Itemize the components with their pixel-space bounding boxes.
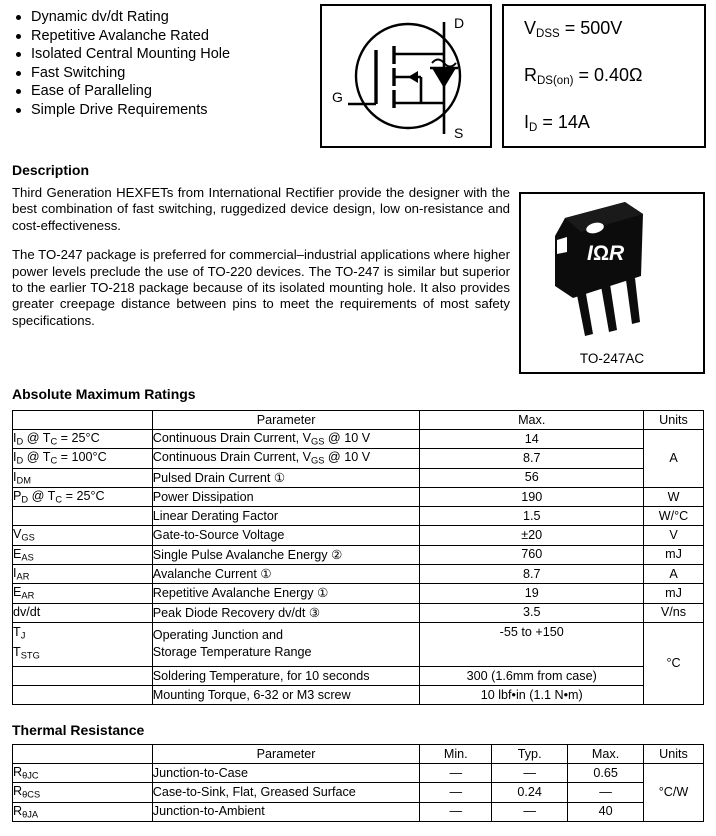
table-row (13, 603, 704, 622)
to247-package-image (521, 194, 703, 346)
feature-item: Repetitive Avalanche Rated (14, 27, 316, 46)
row-value: 10 lbf•in (1.1 N•m) (420, 686, 644, 705)
row-parameter: Repetitive Avalanche Energy ① (152, 584, 420, 603)
feature-item: Isolated Central Mounting Hole (14, 45, 316, 64)
table-row (13, 783, 704, 802)
table-row (13, 468, 704, 487)
row-symbol: dv/dt (13, 603, 153, 622)
row-typ: — (492, 802, 568, 821)
row-units: A (644, 430, 704, 488)
col-max: Max. (568, 745, 644, 764)
col-parameter: Parameter (152, 411, 420, 430)
row-max: 8.7 (420, 564, 644, 583)
col-max: Max. (420, 411, 644, 430)
row-symbol (13, 686, 153, 705)
table-row-soldering (13, 667, 704, 686)
id-value: = 14A (542, 111, 590, 132)
row-parameter: Continuous Drain Current, $V_{GS}$ @ 10 V (152, 449, 420, 468)
description-paragraph-1: Third Generation HEXFETs from International Rectifier provide the designer with the best combination of fast switching, ruggedized device design, low on-resistance and cost-effectiveness. (12, 185, 510, 233)
row-parameter: Soldering Temperature, for 10 seconds (152, 667, 420, 686)
features-list (0, 4, 316, 120)
table-row (13, 430, 704, 449)
row-units: mJ (644, 545, 704, 564)
thermal-resistance-heading: Thermal Resistance (12, 722, 145, 738)
row-parameter: Case-to-Sink, Flat, Greased Surface (152, 783, 420, 802)
row-symbol: $I_{DM}$ (13, 468, 153, 487)
source-label: S (454, 125, 464, 141)
row-symbol: $I_D$ @ $T_C = 100^\circ C$ (13, 449, 153, 468)
row-symbol: $R_{\theta JC}$ (13, 764, 153, 783)
row-max: 0.65 (568, 764, 644, 783)
row-max: 3.5 (420, 603, 644, 622)
row-units: V/ns (644, 603, 704, 622)
absolute-maximum-ratings-table (12, 410, 704, 705)
row-max: 40 (568, 802, 644, 821)
package-caption: TO-247AC (579, 351, 645, 366)
header-row (0, 0, 716, 148)
row-units: mJ (644, 584, 704, 603)
row-parameter: Junction-to-Ambient (152, 802, 420, 821)
ir-logo: IΩR (587, 242, 625, 265)
absolute-maximum-ratings-heading: Absolute Maximum Ratings (12, 386, 196, 402)
row-max: 1.5 (420, 507, 644, 526)
row-max: 190 (420, 487, 644, 506)
row-parameter: Operating Junction and Storage Temperature Range (152, 622, 420, 667)
vdss-spec (524, 18, 704, 44)
row-parameter: Gate-to-Source Voltage (152, 526, 420, 545)
col-typ: Typ. (492, 745, 568, 764)
table-row (13, 449, 704, 468)
col-symbol (13, 411, 153, 430)
table-row-mounting (13, 686, 704, 705)
row-symbol: $R_{\theta JA}$ (13, 802, 153, 821)
description-paragraph-2: The TO-247 package is preferred for commercial–industrial applications where higher power levels preclude the use of TO-220 devices. The TO-247 is similar but superior to the earlier TO-218 package because of its isolated mounting hole. It also provides greater creepage distance between pins to meet the requirements of most safety specifications. (12, 247, 510, 328)
vdss-subscript: DSS (536, 27, 560, 40)
row-symbol: $I_{AR}$ (13, 564, 153, 583)
col-units: Units (644, 745, 704, 764)
id-symbol: I (524, 111, 530, 132)
row-max: — (568, 783, 644, 802)
row-parameter: Power Dissipation (152, 487, 420, 506)
key-ratings-box (502, 4, 706, 148)
feature-item: Ease of Paralleling (14, 82, 316, 101)
row-symbol: $E_{AR}$ (13, 584, 153, 603)
feature-item: Fast Switching (14, 64, 316, 83)
row-parameter: Continuous Drain Current, $V_{GS}$ @ 10 V (152, 430, 420, 449)
row-typ: — (492, 764, 568, 783)
gate-label: G (332, 89, 343, 105)
row-min: — (420, 783, 492, 802)
feature-item: Simple Drive Requirements (14, 101, 316, 120)
row-max: 19 (420, 584, 644, 603)
vdss-value: = 500V (564, 18, 623, 38)
mosfet-symbol-box (320, 4, 492, 148)
table-row (13, 487, 704, 506)
row-parameter: Pulsed Drain Current ① (152, 468, 420, 487)
rdson-subscript: DS(on) (537, 74, 574, 87)
row-symbol: $V_{GS}$ (13, 526, 153, 545)
row-parameter: Single Pulse Avalanche Energy ② (152, 545, 420, 564)
feature-item: Dynamic dv/dt Rating (14, 8, 316, 27)
package-photo-box (519, 192, 705, 374)
row-max: 8.7 (420, 449, 644, 468)
row-max: 760 (420, 545, 644, 564)
row-units: W/°C (644, 507, 704, 526)
mosfet-symbol-icon (322, 6, 490, 146)
row-parameter: Peak Diode Recovery dv/dt ③ (152, 603, 420, 622)
table-row (13, 584, 704, 603)
row-units: °C/W (644, 764, 704, 822)
description-section (12, 162, 510, 342)
table-row (13, 545, 704, 564)
row-symbol: $P_D$ @ $T_C = 25^\circ C$ (13, 487, 153, 506)
col-symbol (13, 745, 153, 764)
description-heading: Description (12, 162, 90, 178)
row-max: 14 (420, 430, 644, 449)
row-parameter: Avalanche Current ① (152, 564, 420, 583)
row-symbol (13, 667, 153, 686)
row-parameter: Junction-to-Case (152, 764, 420, 783)
row-symbol: $T_J$ $T_{STG}$ (13, 622, 153, 667)
table-row (13, 564, 704, 583)
thermal-resistance-table (12, 744, 704, 822)
row-value: 300 (1.6mm from case) (420, 667, 644, 686)
vdss-symbol: V (524, 18, 537, 38)
col-min: Min. (420, 745, 492, 764)
rdson-symbol: R (524, 64, 537, 85)
row-symbol: $I_D$ @ $T_C = 25^\circ C$ (13, 430, 153, 449)
row-parameter: Linear Derating Factor (152, 507, 420, 526)
row-symbol: $E_{AS}$ (13, 545, 153, 564)
rdson-spec (524, 65, 704, 91)
id-subscript: D (529, 121, 538, 134)
table-row (13, 802, 704, 821)
table-header-row (13, 745, 704, 764)
table-row (13, 764, 704, 783)
row-min: — (420, 802, 492, 821)
row-parameter: Mounting Torque, 6-32 or M3 screw (152, 686, 420, 705)
col-units: Units (644, 411, 704, 430)
row-max: 56 (420, 468, 644, 487)
table-row-temperature (13, 622, 704, 667)
drain-label: D (454, 15, 465, 31)
row-units: W (644, 487, 704, 506)
row-min: — (420, 764, 492, 783)
row-units: A (644, 564, 704, 583)
table-row (13, 507, 704, 526)
row-max: -55 to +150 (420, 622, 644, 667)
row-typ: 0.24 (492, 783, 568, 802)
id-spec (524, 112, 704, 138)
row-units: °C (644, 622, 704, 705)
row-units: V (644, 526, 704, 545)
row-symbol: $R_{\theta CS}$ (13, 783, 153, 802)
row-max: ±20 (420, 526, 644, 545)
col-parameter: Parameter (152, 745, 420, 764)
row-symbol (13, 507, 153, 526)
rdson-value: = 0.40Ω (578, 64, 643, 85)
table-header-row (13, 411, 704, 430)
table-row (13, 526, 704, 545)
